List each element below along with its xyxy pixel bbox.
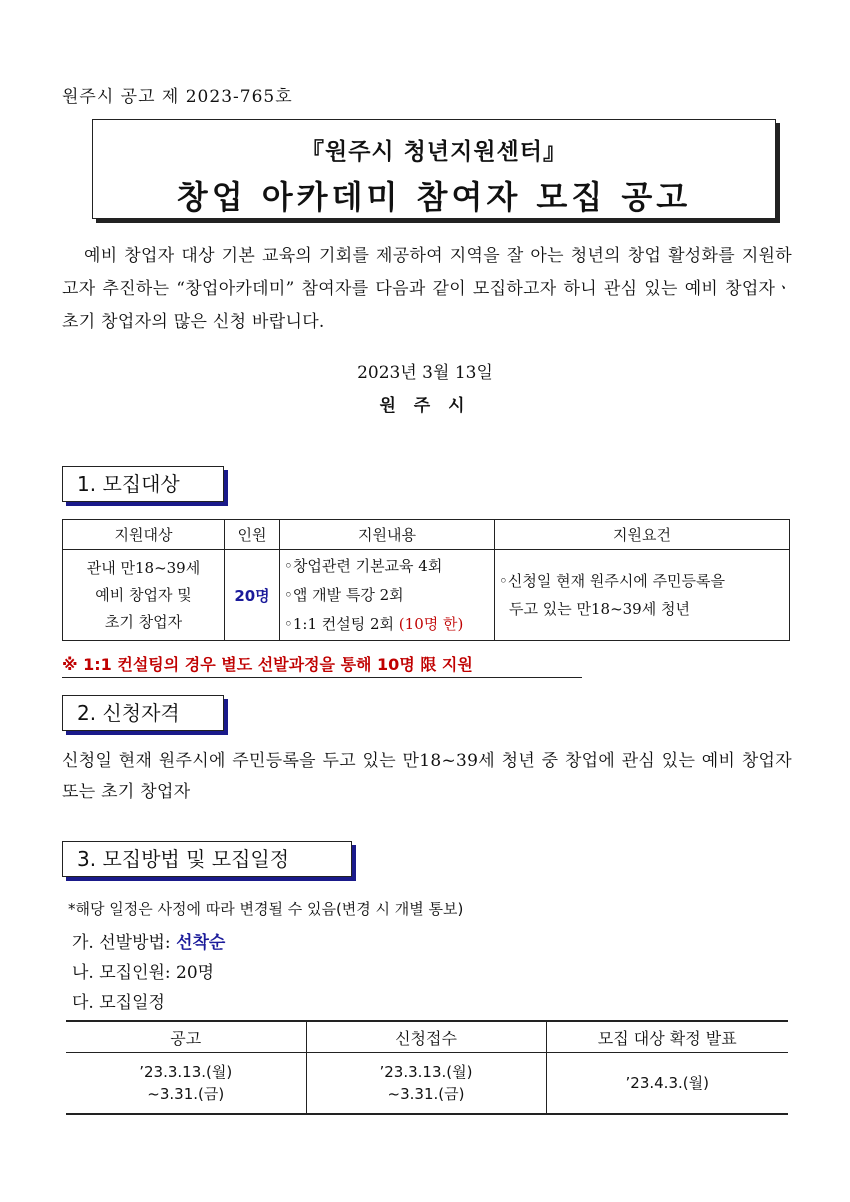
requirement-line: 두고 있는 만18~39세 청년: [509, 600, 690, 618]
requirement-line: ◦신청일 현재 원주시에 주민등록을: [499, 572, 726, 590]
content-cell: [280, 550, 495, 641]
selection-value: 선착순: [176, 933, 226, 953]
selection-method: [72, 928, 225, 953]
count-cell: 20명: [225, 550, 280, 641]
col-header: 모집 대상 확정 발표: [546, 1021, 788, 1053]
col-header: 공고: [66, 1021, 306, 1053]
target-cell: [63, 550, 225, 641]
notice-number: 원주시 공고 제 2023-765호: [62, 87, 293, 107]
title-line-2: 창업 아카데미 참여자 모집 공고: [176, 178, 692, 216]
content-line: ◦창업관련 기본교육 4회: [284, 556, 443, 575]
target-line: 초기 창업자: [104, 612, 183, 631]
target-line: 예비 창업자 및: [95, 585, 192, 604]
schedule-table: [66, 1020, 788, 1115]
col-header: 지원내용: [280, 520, 495, 550]
section-1-heading: 1. 모집대상: [62, 466, 224, 502]
requirement-cell: [495, 550, 790, 641]
col-header: 지원대상: [63, 520, 225, 550]
apply-period-cell: [306, 1053, 546, 1115]
recruit-count: 나. 모집인원: 20명: [72, 963, 215, 983]
period-line: ’23.3.13.(월): [139, 1063, 233, 1081]
notice-period-cell: [66, 1053, 306, 1115]
recruitment-target-table: [62, 519, 790, 641]
announce-date-cell: ’23.4.3.(월): [546, 1053, 788, 1115]
content-highlight: (10명 한): [398, 614, 464, 633]
content-text: ◦1:1 컨설팅 2회: [284, 614, 399, 633]
eligibility-text: 신청일 현재 원주시에 주민등록을 두고 있는 만18~39세 청년 중 창업에 관심 있는 예비 창업자 또는 초기 창업자: [62, 751, 792, 802]
period-line: ~3.31.(금): [387, 1085, 465, 1103]
target-line: 관내 만18~39세: [86, 558, 201, 577]
schedule-note: *해당 일정은 사정에 따라 변경될 수 있음(변경 시 개별 통보): [68, 900, 464, 918]
intro-paragraph: [62, 240, 792, 339]
content-line: ◦앱 개발 특강 2회: [284, 585, 404, 604]
intro-text: 예비 창업자 대상 기본 교육의 기회를 제공하여 지역을 잘 아는 청년의 창업 활성화를 지원하고자 추진하는 “창업아카데미” 참여자를 다음과 같이 모집하고자 하니 관심 있는 예비 창업자ㆍ초기 창업자의 많은 신청 바랍니다.: [62, 246, 792, 332]
consulting-note: ※ 1:1 컨설팅의 경우 별도 선발과정을 통해 10명 限 지원: [62, 652, 582, 678]
period-line: ’23.3.13.(월): [379, 1063, 473, 1081]
notice-date: 2023년 3월 13일: [357, 363, 493, 383]
issuer: 원 주 시: [379, 396, 471, 416]
content-line: [284, 610, 493, 639]
section-2-heading: 2. 신청자격: [62, 695, 224, 731]
title-box: [92, 119, 776, 219]
section-3-heading: 3. 모집방법 및 모집일정: [62, 841, 352, 877]
col-header: 지원요건: [495, 520, 790, 550]
col-header: 신청접수: [306, 1021, 546, 1053]
selection-label: 가. 선발방법:: [72, 933, 177, 953]
recruit-schedule-label: 다. 모집일정: [72, 993, 165, 1013]
col-header: 인원: [225, 520, 280, 550]
title-line-1: 『원주시 청년지원센터』: [301, 139, 567, 165]
period-line: ~3.31.(금): [147, 1085, 225, 1103]
